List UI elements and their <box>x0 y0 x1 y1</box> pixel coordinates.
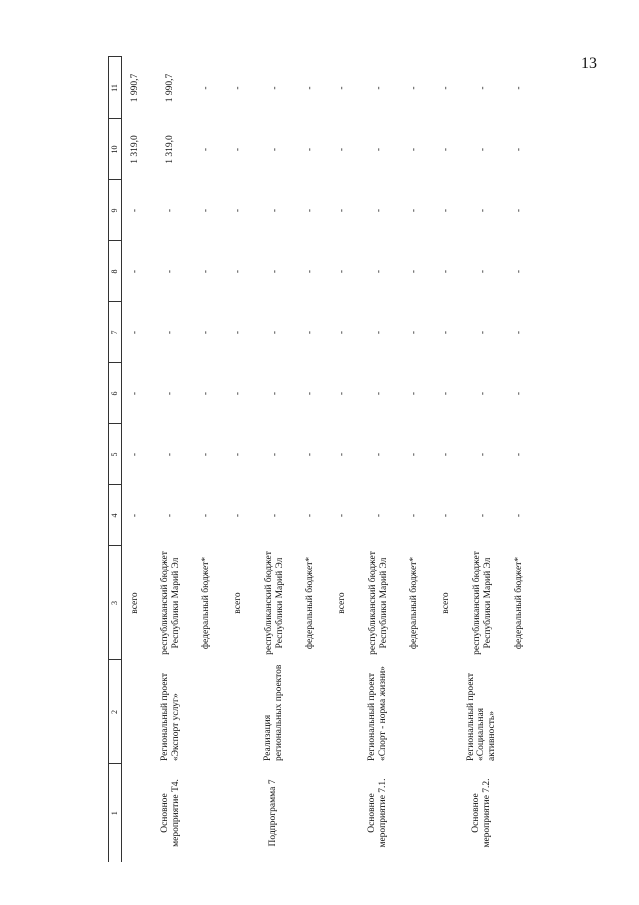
value-cell: - <box>201 208 212 213</box>
value-cell: - <box>477 330 488 335</box>
page-number: 13 <box>581 55 597 72</box>
value-cell: - <box>440 330 451 335</box>
value-cell: - <box>409 208 420 213</box>
funding-source: республиканский бюджет Республики Марий Эл <box>160 551 181 655</box>
value-cell: - <box>336 147 347 152</box>
value-cell: - <box>129 208 140 213</box>
column-header-1: 1 <box>109 764 122 862</box>
value-cell: - <box>305 147 316 152</box>
value-cell: - <box>373 513 384 518</box>
value-cell: - <box>336 208 347 213</box>
value-cell: 1 319,0 <box>165 135 176 164</box>
value-cell: - <box>269 452 280 457</box>
column-header-10: 10 <box>109 119 122 180</box>
funding-source: всего <box>232 592 243 614</box>
value-cell: - <box>269 330 280 335</box>
row-label: Основное мероприятие 7.2. <box>470 778 492 848</box>
column-header-11: 11 <box>109 57 122 119</box>
value-cell: - <box>269 513 280 518</box>
value-cell: - <box>477 208 488 213</box>
value-cell: - <box>232 86 243 90</box>
value-cell: 1 319,0 <box>129 135 140 164</box>
funding-source: всего <box>336 592 347 614</box>
column-header-7: 7 <box>109 302 122 363</box>
value-cell: - <box>513 391 524 396</box>
value-cell: - <box>440 147 451 152</box>
funding-source: всего <box>440 592 451 614</box>
row-label: Подпрограмма 7 <box>268 779 279 847</box>
value-cell: - <box>409 86 420 90</box>
value-cell: - <box>201 330 212 335</box>
table-row <box>220 57 253 862</box>
value-cell: - <box>201 513 212 518</box>
row-label: Основное мероприятие Т4. <box>159 779 181 847</box>
value-cell: - <box>232 269 243 274</box>
value-cell: - <box>477 452 488 457</box>
value-cell: - <box>373 452 384 457</box>
value-cell: - <box>336 391 347 396</box>
column-header-5: 5 <box>109 424 122 485</box>
value-cell: - <box>409 147 420 152</box>
row-name: Региональный проект «Спорт - норма жизни» <box>366 666 388 761</box>
value-cell: - <box>269 86 280 90</box>
value-cell: - <box>373 208 384 213</box>
value-cell: - <box>373 330 384 335</box>
value-cell: - <box>409 391 420 396</box>
value-cell: - <box>477 391 488 396</box>
budget-table <box>108 57 532 863</box>
funding-source: республиканский бюджет Республики Марий Эл <box>472 551 494 655</box>
value-cell: - <box>305 452 316 457</box>
value-cell: - <box>513 452 524 457</box>
row-name: Региональный проект «Социальная активность» <box>465 672 498 761</box>
value-cell: - <box>165 330 176 335</box>
header-row <box>109 57 122 862</box>
value-cell: - <box>409 513 420 518</box>
value-cell: - <box>165 269 176 274</box>
value-cell: 1 990,7 <box>129 73 140 103</box>
value-cell: - <box>165 208 176 213</box>
value-cell: - <box>201 269 212 274</box>
value-cell: - <box>513 330 524 335</box>
value-cell: - <box>129 513 140 518</box>
value-cell: - <box>201 147 212 152</box>
value-cell: - <box>440 86 451 90</box>
column-header-4: 4 <box>109 485 122 546</box>
value-cell: - <box>129 391 140 396</box>
value-cell: - <box>201 391 212 396</box>
row-name: Региональный проект «Экспорт услуг» <box>159 672 181 761</box>
table-row <box>324 57 357 862</box>
value-cell: - <box>165 452 176 457</box>
funding-source: республиканский бюджет Республики Марий Эл <box>264 551 286 655</box>
value-cell: - <box>305 269 316 274</box>
value-cell: - <box>201 452 212 457</box>
value-cell: - <box>409 330 420 335</box>
value-cell: - <box>373 147 384 152</box>
value-cell: - <box>269 208 280 213</box>
value-cell: - <box>513 147 524 152</box>
column-header-2: 2 <box>109 660 122 764</box>
value-cell: - <box>336 269 347 274</box>
funding-source: федеральный бюджет* <box>513 556 524 650</box>
value-cell: - <box>232 452 243 457</box>
value-cell: - <box>232 147 243 152</box>
column-header-3: 3 <box>109 546 122 660</box>
value-cell: - <box>269 391 280 396</box>
column-header-6: 6 <box>109 363 122 424</box>
value-cell: - <box>513 269 524 274</box>
value-cell: - <box>477 147 488 152</box>
value-cell: - <box>477 86 488 90</box>
value-cell: - <box>232 513 243 518</box>
rotated-table-container <box>108 57 532 862</box>
value-cell: - <box>513 86 524 90</box>
row-name: Реализация региональных проектов <box>262 664 284 761</box>
funding-source: республиканский бюджет Республики Марий Эл <box>368 551 390 655</box>
funding-source: всего <box>129 592 140 614</box>
value-cell: - <box>477 269 488 274</box>
funding-source: федеральный бюджет* <box>305 556 316 650</box>
column-header-9: 9 <box>109 180 122 241</box>
value-cell: - <box>305 513 316 518</box>
value-cell: - <box>440 452 451 457</box>
value-cell: - <box>440 513 451 518</box>
value-cell: - <box>336 86 347 90</box>
value-cell: - <box>373 391 384 396</box>
table-row <box>122 57 149 862</box>
value-cell: - <box>305 391 316 396</box>
value-cell: - <box>305 208 316 213</box>
value-cell: - <box>165 513 176 518</box>
value-cell: - <box>129 269 140 274</box>
value-cell: - <box>305 330 316 335</box>
value-cell: - <box>201 86 212 90</box>
value-cell: - <box>305 86 316 90</box>
funding-source: федеральный бюджет* <box>201 556 212 650</box>
value-cell: - <box>513 208 524 213</box>
value-cell: - <box>373 269 384 274</box>
value-cell: - <box>409 452 420 457</box>
value-cell: - <box>373 86 384 90</box>
value-cell: - <box>440 269 451 274</box>
value-cell: - <box>269 147 280 152</box>
value-cell: - <box>440 208 451 213</box>
value-cell: - <box>269 269 280 274</box>
table-body <box>109 57 533 862</box>
value-cell: - <box>129 452 140 457</box>
value-cell: - <box>336 330 347 335</box>
value-cell: - <box>129 330 140 335</box>
value-cell: - <box>232 391 243 396</box>
value-cell: - <box>440 391 451 396</box>
value-cell: - <box>477 513 488 518</box>
value-cell: - <box>165 391 176 396</box>
value-cell: - <box>232 330 243 335</box>
value-cell: 1 990,7 <box>165 73 176 103</box>
value-cell: - <box>513 513 524 518</box>
value-cell: - <box>409 269 420 274</box>
value-cell: - <box>232 208 243 213</box>
value-cell: - <box>336 452 347 457</box>
value-cell: - <box>336 513 347 518</box>
table-row <box>428 57 461 862</box>
funding-source: федеральный бюджет* <box>409 556 420 650</box>
row-label: Основное мероприятие 7.1. <box>366 778 388 848</box>
column-header-8: 8 <box>109 241 122 302</box>
